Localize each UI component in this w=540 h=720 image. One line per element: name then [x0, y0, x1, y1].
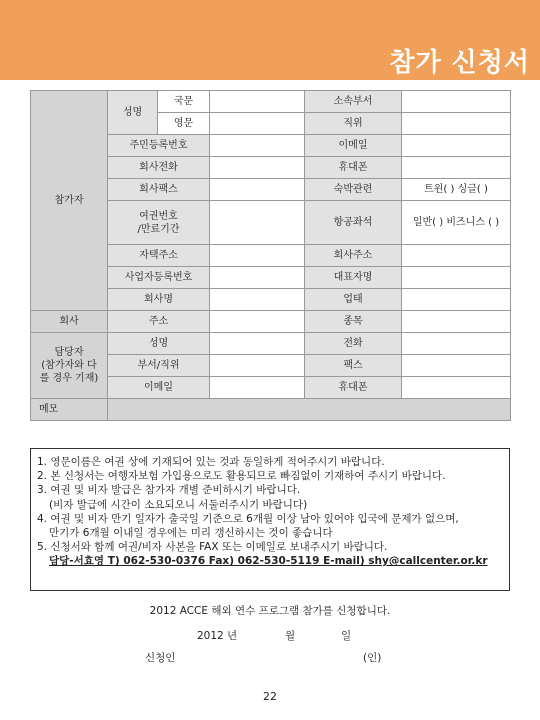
form-row-company-address — [31, 311, 511, 333]
company-address-field[interactable] — [402, 245, 511, 267]
resident-id-field[interactable] — [210, 135, 305, 157]
korean-name-field[interactable] — [210, 91, 305, 113]
department-label: 소속부서 — [305, 91, 402, 113]
note-line: 3. 여권 및 비자 발급은 참가자 개별 준비하시기 바랍니다. — [37, 484, 301, 497]
manager-email-field[interactable] — [210, 377, 305, 399]
manager-section-label-line2: (참가자와 다 — [41, 360, 97, 371]
business-type-field[interactable] — [402, 289, 511, 311]
company-phone-label: 회사전화 — [108, 157, 210, 179]
notes-box — [30, 448, 510, 591]
company-section-label-text: 회사 — [59, 316, 79, 327]
manager-section-label-line1: 담당자 — [54, 347, 84, 358]
manager-name-label: 성명 — [108, 333, 210, 355]
company-fax-field[interactable] — [210, 179, 305, 201]
company-phone-field[interactable] — [210, 157, 305, 179]
manager-fax-field[interactable] — [402, 355, 511, 377]
form-row-memo — [31, 399, 511, 421]
note-line: (비자 발급에 시간이 소요되오니 서둘러주시기 바랍니다) — [49, 498, 308, 511]
passport-field[interactable] — [210, 201, 305, 245]
position-field[interactable] — [402, 113, 511, 135]
business-item-field[interactable] — [402, 311, 511, 333]
manager-dept-label: 부서/직위 — [108, 355, 210, 377]
company-name-label: 회사명 — [108, 289, 210, 311]
manager-mobile-field[interactable] — [402, 377, 511, 399]
contact-line: 담당-서효영 T) 062-530-0376 Fax) 062-530-5119 E-mail) shy@callcenter.or.kr — [49, 555, 488, 568]
lodging-label: 숙박관련 — [305, 179, 402, 201]
company-address-main-field[interactable] — [210, 311, 305, 333]
participant-section-label: 참가자 — [31, 91, 108, 311]
company-fax-label: 회사팩스 — [108, 179, 210, 201]
manager-section-label-line3: 를 경우 기재) — [39, 373, 99, 384]
manager-phone-field[interactable] — [402, 333, 511, 355]
passport-label-line2: /만료기간 — [137, 223, 180, 235]
page-title: 참가 신청서 — [389, 48, 530, 78]
home-address-field[interactable] — [210, 245, 305, 267]
applicant-label: 신청인 — [145, 652, 176, 664]
note-line: 만기가 6개월 이내일 경우에는 미리 갱신하시는 것이 좋습니다 — [49, 527, 333, 540]
memo-label: 메모 — [31, 399, 108, 421]
english-name-label: 영문 — [158, 113, 210, 135]
business-reg-label: 사업자등록번호 — [108, 267, 210, 289]
position-label: 직위 — [305, 113, 402, 135]
english-name-field[interactable] — [210, 113, 305, 135]
ceo-field[interactable] — [402, 267, 511, 289]
manager-fax-label: 팩스 — [305, 355, 402, 377]
flight-seat-options[interactable]: 일반( ) 비즈니스 ( ) — [402, 201, 511, 245]
note-line: 5. 신청서와 함께 여권/비자 사본을 FAX 또는 이메일로 보내주시기 바랍니다. — [37, 541, 388, 554]
business-reg-field[interactable] — [210, 267, 305, 289]
email-field[interactable] — [402, 135, 511, 157]
business-item-label: 종목 — [305, 311, 402, 333]
home-address-label: 자택주소 — [108, 245, 210, 267]
form-row-korean-name — [31, 91, 511, 113]
page-number: 22 — [263, 690, 277, 703]
manager-mobile-label: 휴대폰 — [305, 377, 402, 399]
korean-name-label: 국문 — [158, 91, 210, 113]
resident-id-label: 주민등록번호 — [108, 135, 210, 157]
mobile-label: 휴대폰 — [305, 157, 402, 179]
application-form-table — [30, 90, 511, 421]
mobile-field[interactable] — [402, 157, 511, 179]
company-section-label — [31, 311, 108, 333]
date-year: 2012 년 — [197, 630, 238, 642]
date-month: 월 — [285, 630, 296, 642]
header-bar — [0, 0, 540, 80]
flight-seat-label: 항공좌석 — [305, 201, 402, 245]
note-line: 2. 본 신청서는 여행자보험 가입용으로도 활용되므로 빠짐없이 기재하여 주시기 바랍니다. — [37, 470, 446, 483]
application-statement: 2012 ACCE 해외 연수 프로그램 참가를 신청합니다. — [149, 605, 391, 617]
date-day: 일 — [341, 630, 352, 642]
ceo-label: 대표자명 — [305, 267, 402, 289]
passport-label-line1: 여권번호 — [139, 210, 178, 222]
form-row-manager-name — [31, 333, 511, 355]
department-field[interactable] — [402, 91, 511, 113]
manager-name-field[interactable] — [210, 333, 305, 355]
business-type-label: 업태 — [305, 289, 402, 311]
lodging-options[interactable]: 트윈( ) 싱글( ) — [402, 179, 511, 201]
memo-field[interactable] — [108, 399, 511, 421]
company-address-label: 회사주소 — [305, 245, 402, 267]
passport-label — [108, 201, 210, 245]
email-label: 이메일 — [305, 135, 402, 157]
participant-name-label: 성명 — [108, 91, 158, 135]
manager-phone-label: 전화 — [305, 333, 402, 355]
manager-email-label: 이메일 — [108, 377, 210, 399]
manager-dept-field[interactable] — [210, 355, 305, 377]
seal-label: (인) — [363, 652, 382, 664]
manager-section-label — [31, 333, 108, 399]
note-line: 1. 영문이름은 여권 상에 기재되어 있는 것과 동일하게 적어주시기 바랍니다. — [37, 456, 385, 468]
company-name-field[interactable] — [210, 289, 305, 311]
company-address-main-label: 주소 — [108, 311, 210, 333]
note-line: 4. 여권 및 비자 만기 일자가 출국일 기준으로 6개월 이상 남아 있어야 입국에 문제가 없으며, — [37, 512, 459, 525]
